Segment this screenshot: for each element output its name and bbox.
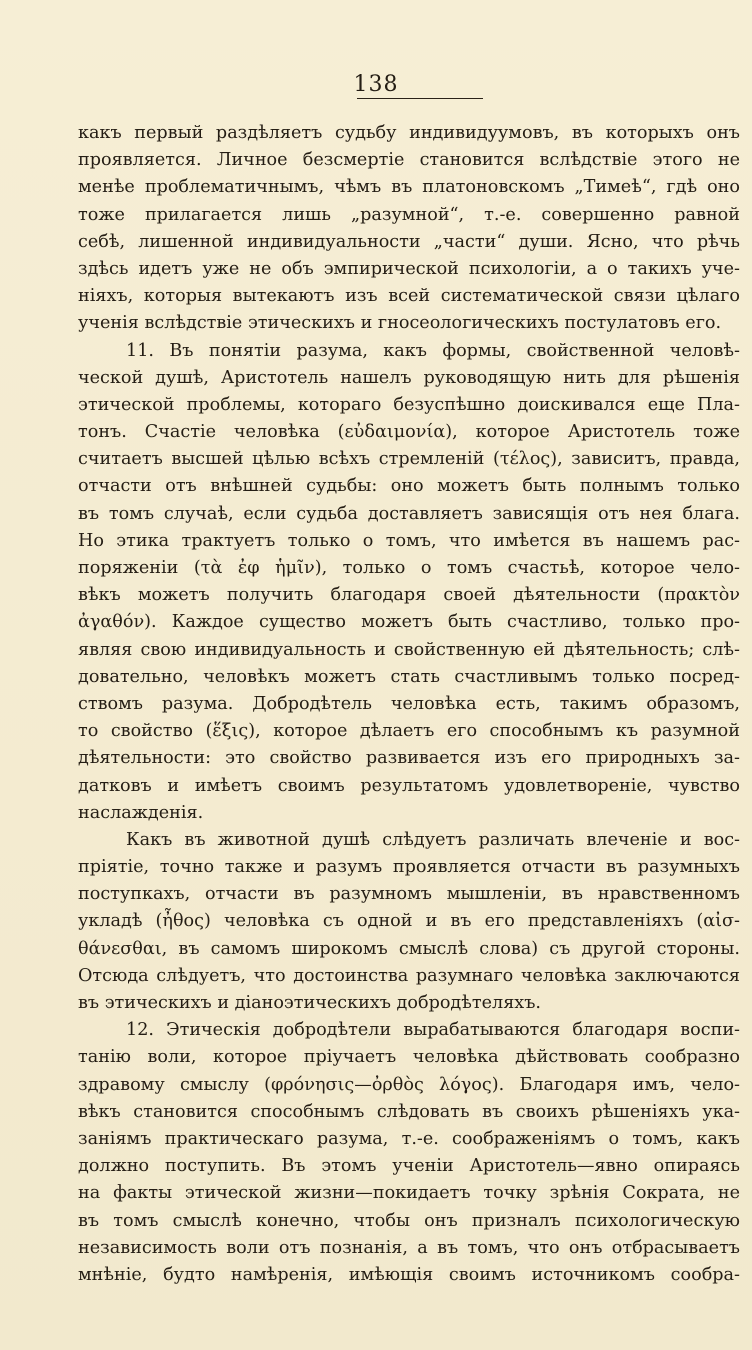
text-line: ческой душѣ, Аристотель нашелъ руководящую нить для рѣшенія: [78, 367, 740, 388]
text-line: мнѣніе, будто намѣренія, имѣющія своимъ источникомъ сообра-: [78, 1264, 740, 1285]
text-line: себѣ, лишенной индивидуальности „части“ души. Ясно, что рѣчь: [78, 231, 740, 252]
text-line: должно поступить. Въ этомъ ученіи Аристотель—явно опираясь: [78, 1156, 740, 1177]
text-line: ствомъ разума. Добродѣтель человѣка есть, такимъ образомъ,: [78, 693, 740, 714]
text-line: дѣятельности: это свойство развивается изъ его природныхъ за-: [78, 748, 740, 769]
text-line: проявляется. Личное безсмертіе становится вслѣдствіе этого не: [78, 150, 740, 171]
text-line: пріятіе, точно также и разумъ проявляется отчасти въ разумныхъ: [78, 857, 740, 878]
text-line: ἀγαθόν). Каждое существо можетъ быть счастливо, только про-: [78, 612, 740, 633]
text-line: вѣкъ становится способнымъ слѣдовать въ своихъ рѣшеніяхъ ука-: [78, 1101, 740, 1122]
text-line: θάνεσθαι, въ самомъ широкомъ смыслѣ слова) съ другой стороны.: [78, 938, 740, 959]
text-line: независимость воли отъ познанія, а въ томъ, что онъ отбрасываетъ: [78, 1237, 740, 1258]
text-line: Какъ въ животной душѣ слѣдуетъ различать влеченіе и вос-: [126, 829, 740, 850]
text-line: здѣсь идетъ уже не объ эмпирической психологіи, а о такихъ уче-: [78, 258, 740, 279]
text-line: въ томъ случаѣ, если судьба доставляетъ зависящія отъ нея блага.: [78, 503, 740, 524]
text-line: ученія вслѣдствіе этическихъ и гносеологическихъ постулатовъ его.: [78, 313, 722, 334]
text-line: этической проблемы, котораго безуспѣшно доискивался еще Пла-: [78, 394, 740, 415]
text-line: ніяхъ, которыя вытекаютъ изъ всей систематической связи цѣлаго: [78, 286, 740, 307]
text-line: укладѣ (ἦθος) человѣка съ одной и въ его представленіяхъ (αἰσ-: [78, 911, 740, 932]
text-line: довательно, человѣкъ можетъ стать счастливымъ только посред-: [78, 666, 740, 687]
text-line: 12. Этическія добродѣтели вырабатываются благодаря воспи-: [126, 1020, 740, 1041]
body-text: [78, 120, 740, 1289]
text-line: отчасти отъ внѣшней судьбы: оно можетъ быть полнымъ только: [78, 476, 740, 497]
page-number: 138: [353, 72, 399, 97]
text-line: 11. Въ понятіи разума, какъ формы, свойственной человѣ-: [126, 340, 740, 361]
text-line: заніямъ практическаго разума, т.-е. соображеніямъ о томъ, какъ: [78, 1128, 740, 1149]
text-line: тонъ. Счастіе человѣка (εὐδαιμονία), которое Аристотель тоже: [78, 422, 740, 443]
text-line: танію воли, которое пріучаетъ человѣка дѣйствовать сообразно: [78, 1047, 740, 1068]
header-rule: [357, 98, 483, 99]
text-line: менѣе проблематичнымъ, чѣмъ въ платоновскомъ „Тимеѣ“, гдѣ оно: [78, 177, 740, 198]
text-line: то свойство (ἕξις), которое дѣлаетъ его способнымъ къ разумной: [78, 721, 740, 742]
text-line: поступкахъ, отчасти въ разумномъ мышленіи, въ нравственномъ: [78, 884, 740, 905]
text-line: въ этическихъ и діаноэтическихъ добродѣтеляхъ.: [78, 993, 542, 1013]
text-line: наслажденія.: [78, 802, 204, 823]
text-line: въ томъ смыслѣ конечно, чтобы онъ призналъ психологическую: [78, 1210, 740, 1231]
text-line: Отсюда слѣдуетъ, что достоинства разумнаго человѣка заключаются: [78, 965, 740, 986]
text-line: какъ первый раздѣляетъ судьбу индивидуумовъ, въ которыхъ онъ: [78, 123, 740, 143]
text-line: являя свою индивидуальность и свойственную ей дѣятельность; слѣ-: [78, 639, 740, 660]
text-line: поряженіи (τὰ ἐφ ἡμῖν), только о томъ счастьѣ, которое чело-: [78, 558, 740, 578]
text-line: датковъ и имѣетъ своимъ результатомъ удовлетвореніе, чувство: [78, 775, 740, 796]
text-line: Но этика трактуетъ только о томъ, что имѣется въ нашемъ рас-: [78, 530, 740, 551]
text-line: тоже прилагается лишь „разумной“, т.-е. совершенно равной: [78, 204, 740, 225]
text-line: здравому смыслу (φρόνησις—ὀρθὸς λόγος). Благодаря имъ, чело-: [78, 1074, 740, 1095]
text-line: на факты этической жизни—покидаетъ точку зрѣнія Сократа, не: [78, 1183, 740, 1204]
text-line: считаетъ высшей цѣлью всѣхъ стремленій (τέλος), зависитъ, правда,: [78, 449, 740, 470]
text-line: вѣкъ можетъ получить благодаря своей дѣятельности (πρακτὸν: [78, 585, 740, 606]
